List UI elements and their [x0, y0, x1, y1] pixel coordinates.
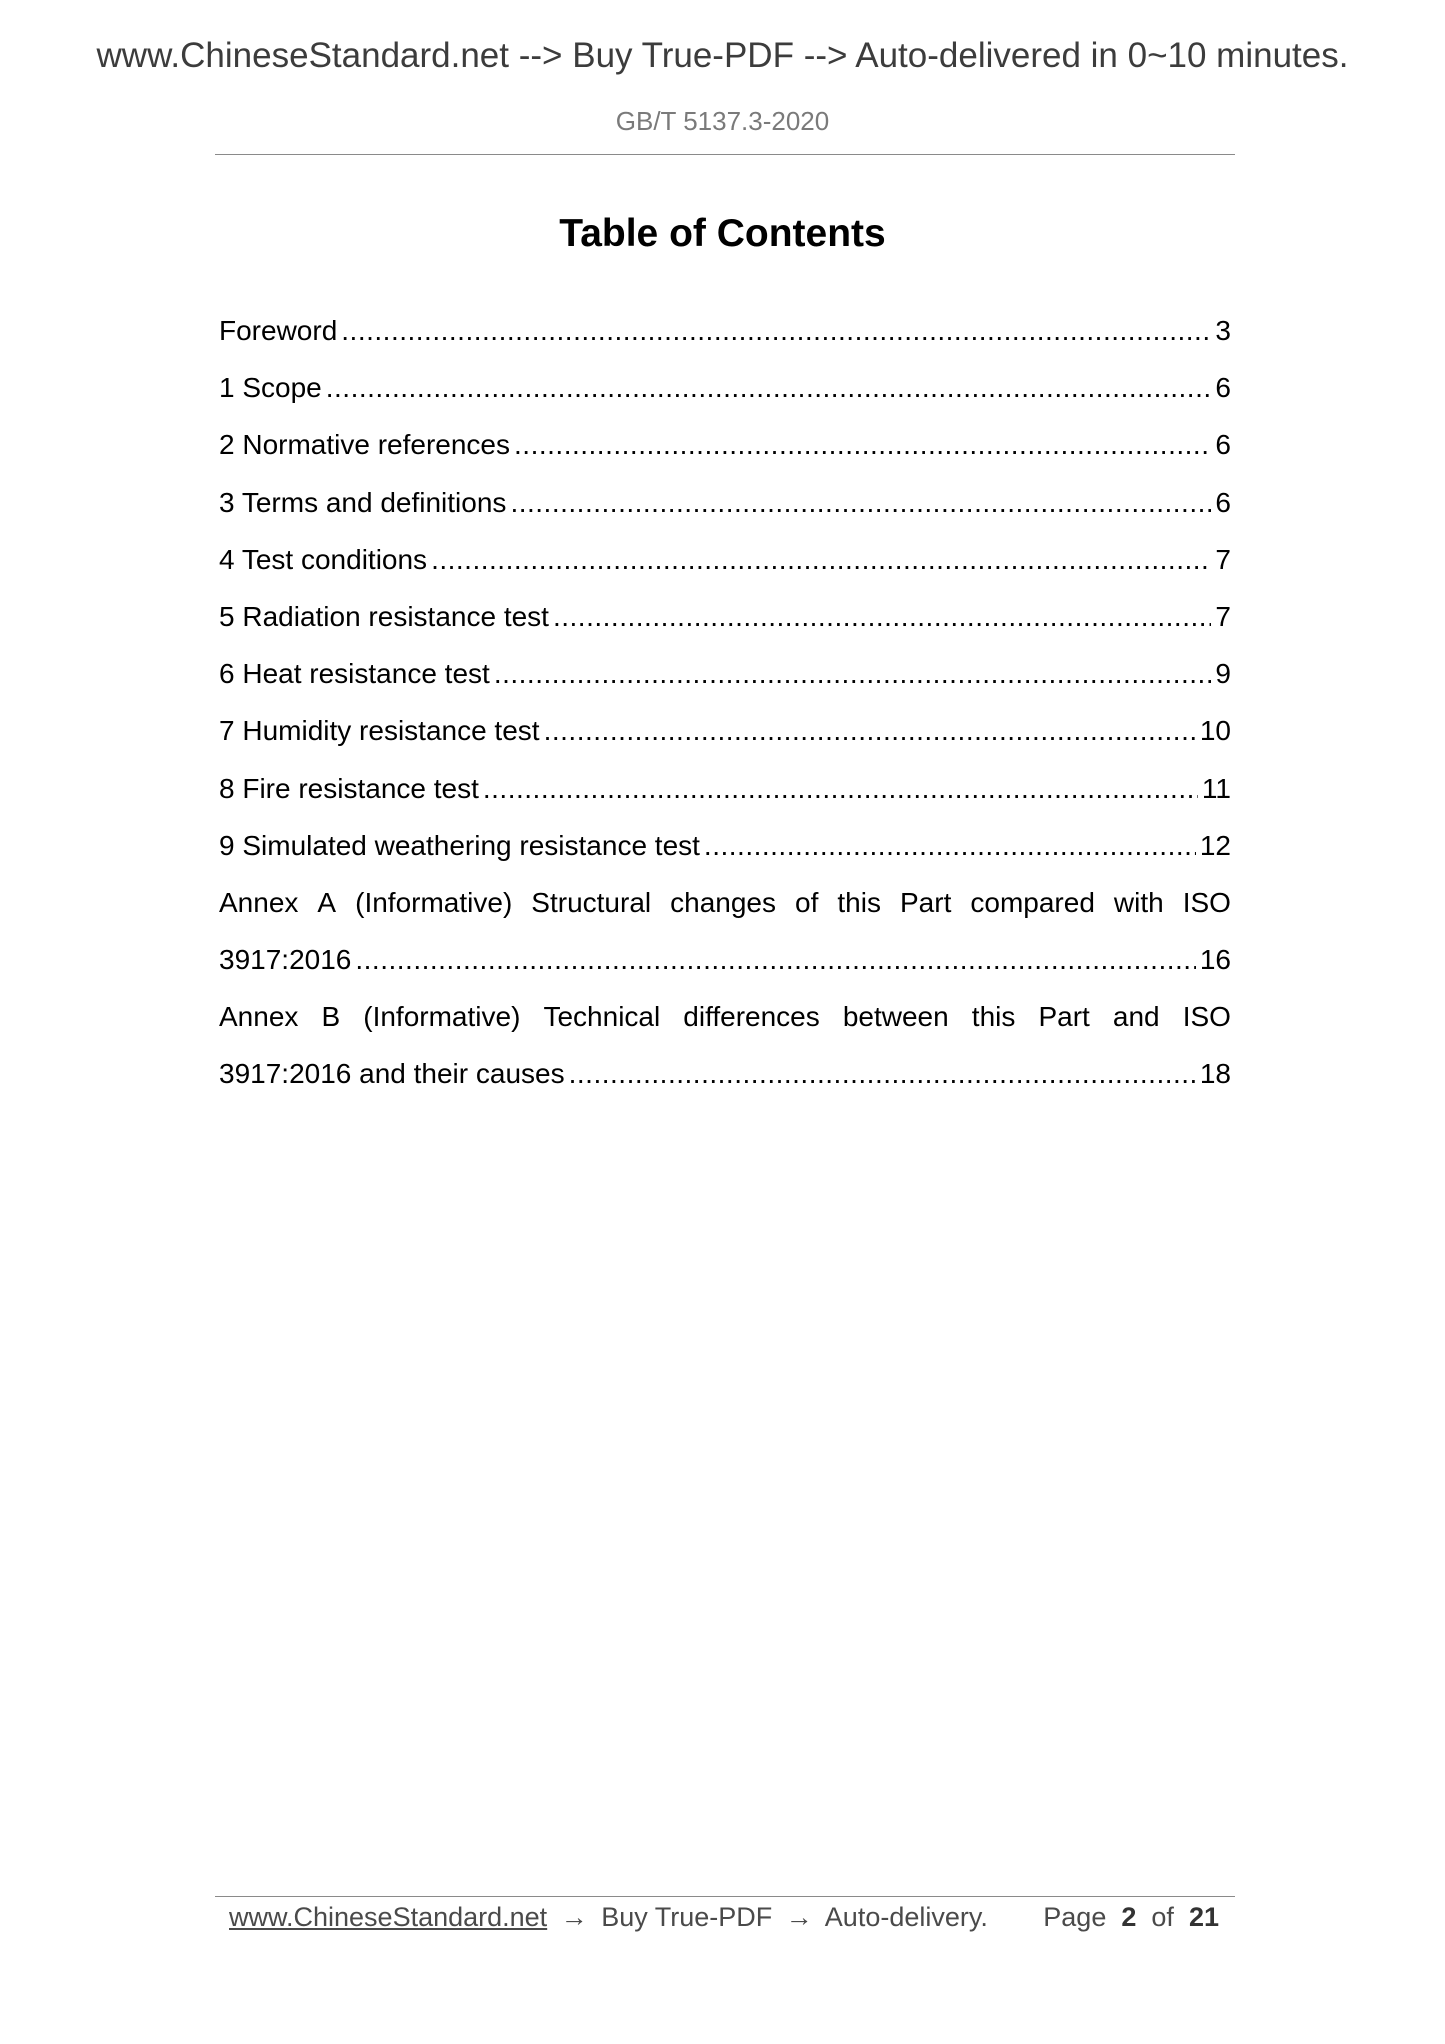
toc-entry-page: 10	[1199, 715, 1231, 747]
document-code: GB/T 5137.3-2020	[615, 106, 830, 136]
toc-leader-dots	[553, 588, 1211, 645]
toc-entry-annex-b-line1[interactable]	[219, 988, 1231, 1045]
annex-a-word: of	[795, 886, 819, 918]
header-divider	[215, 154, 1235, 155]
arrow-right-icon: →	[560, 1902, 588, 1932]
footer-delivery: Auto-delivery.	[824, 1902, 988, 1932]
toc-entry-normative-references[interactable]	[219, 416, 1231, 473]
annex-b-word: differences	[683, 1001, 820, 1033]
toc-entry-label: 3917:2016 and their causes	[219, 1058, 565, 1090]
toc-entry-annex-b-line2[interactable]	[219, 1045, 1231, 1102]
annex-b-word: between	[842, 1001, 949, 1033]
toc-entry-page: 7	[1215, 600, 1231, 632]
toc-entry-page: 11	[1201, 772, 1231, 804]
banner-arrow: -->	[518, 36, 563, 75]
arrow-right-icon: →	[785, 1902, 813, 1932]
toc-entry-scope[interactable]	[219, 359, 1231, 416]
toc-entry-label: 8 Fire resistance test	[219, 772, 479, 804]
annex-b-word: B	[321, 1001, 341, 1033]
toc-entry-humidity-resistance[interactable]	[219, 702, 1231, 759]
toc-entry-label: Foreword	[219, 315, 338, 346]
banner-site[interactable]: www.ChineseStandard.net	[96, 36, 509, 75]
toc-entry-page: 18	[1199, 1058, 1231, 1090]
toc-entry-page: 9	[1215, 658, 1231, 690]
toc-entry-label: 3 Terms and definitions	[219, 486, 507, 518]
page-word: Page	[1043, 1902, 1107, 1932]
toc-entry-page: 6	[1215, 372, 1231, 404]
annex-b-word: and	[1112, 1001, 1160, 1033]
annex-a-word: with	[1113, 886, 1164, 918]
toc-entry-heat-resistance[interactable]	[219, 645, 1231, 702]
toc-entry-label: 6 Heat resistance test	[219, 658, 490, 690]
toc-entry-page: 3	[1215, 315, 1231, 346]
banner-buy: Buy True-PDF	[572, 36, 794, 75]
toc-leader-dots	[431, 531, 1211, 588]
toc-entry-annex-a-line1[interactable]	[219, 874, 1231, 931]
of-word: of	[1151, 1902, 1174, 1932]
toc-entry-label: 7 Humidity resistance test	[219, 715, 540, 747]
toc-leader-dots	[494, 645, 1212, 702]
annex-b-word: Annex	[219, 1001, 299, 1033]
toc-leader-dots	[355, 931, 1195, 988]
page-indicator	[1043, 1898, 1219, 1936]
toc-entry-radiation-resistance[interactable]	[219, 588, 1231, 645]
toc-entry-simulated-weathering[interactable]	[219, 817, 1231, 874]
toc-entry-page: 6	[1215, 486, 1231, 518]
annex-b-word: (Informative)	[363, 1001, 521, 1033]
annex-b-word: ISO	[1182, 1001, 1231, 1033]
toc-title: Table of Contents	[559, 212, 886, 255]
footer-buy: Buy True-PDF	[601, 1902, 773, 1932]
toc-entry-terms-definitions[interactable]	[219, 474, 1231, 531]
toc-leader-dots	[569, 1045, 1196, 1102]
annex-a-word: A	[317, 886, 337, 918]
annex-a-word: ISO	[1182, 886, 1231, 918]
toc-entry-page: 7	[1215, 543, 1231, 575]
annex-a-word: compared	[970, 886, 1095, 918]
annex-a-word: Structural	[531, 886, 652, 918]
toc-leader-dots	[704, 817, 1196, 874]
annex-a-word: (Informative)	[355, 886, 513, 918]
toc-leader-dots	[544, 702, 1196, 759]
toc-entry-annex-a-line2[interactable]	[219, 931, 1231, 988]
page-total: 21	[1188, 1902, 1219, 1932]
table-of-contents	[219, 302, 1231, 1103]
toc-leader-dots	[514, 416, 1211, 473]
page-footer	[229, 1898, 1229, 1936]
annex-a-word: Annex	[219, 886, 299, 918]
annex-a-word: changes	[670, 886, 777, 918]
toc-leader-dots	[483, 760, 1198, 817]
toc-entry-label: 2 Normative references	[219, 429, 511, 461]
toc-entry-label: 4 Test conditions	[219, 543, 428, 575]
toc-entry-page: 16	[1199, 944, 1231, 976]
top-banner	[0, 36, 1445, 76]
footer-site-link[interactable]: www.ChineseStandard.net	[229, 1902, 548, 1932]
toc-entry-label: 3917:2016	[219, 944, 352, 976]
banner-arrow: -->	[803, 36, 848, 75]
footer-divider	[215, 1896, 1235, 1897]
toc-entry-foreword[interactable]	[219, 302, 1231, 359]
toc-entry-page: 6	[1215, 429, 1231, 461]
toc-entry-fire-resistance[interactable]	[219, 760, 1231, 817]
banner-delivery: Auto-delivered in 0~10 minutes.	[855, 36, 1349, 75]
toc-entry-label: 1 Scope	[219, 372, 322, 404]
toc-entry-label: 5 Radiation resistance test	[219, 600, 549, 632]
annex-b-word: Technical	[543, 1001, 661, 1033]
toc-entry-label: 9 Simulated weathering resistance test	[219, 829, 700, 861]
annex-b-word: this	[971, 1001, 1016, 1033]
toc-entry-page: 12	[1199, 829, 1231, 861]
toc-leader-dots	[510, 474, 1211, 531]
toc-leader-dots	[326, 359, 1212, 416]
toc-leader-dots	[341, 302, 1211, 359]
annex-a-word: this	[837, 886, 881, 918]
annex-a-word: Part	[900, 886, 952, 918]
annex-b-word: Part	[1038, 1001, 1090, 1033]
page-current: 2	[1121, 1902, 1137, 1932]
toc-entry-test-conditions[interactable]	[219, 531, 1231, 588]
